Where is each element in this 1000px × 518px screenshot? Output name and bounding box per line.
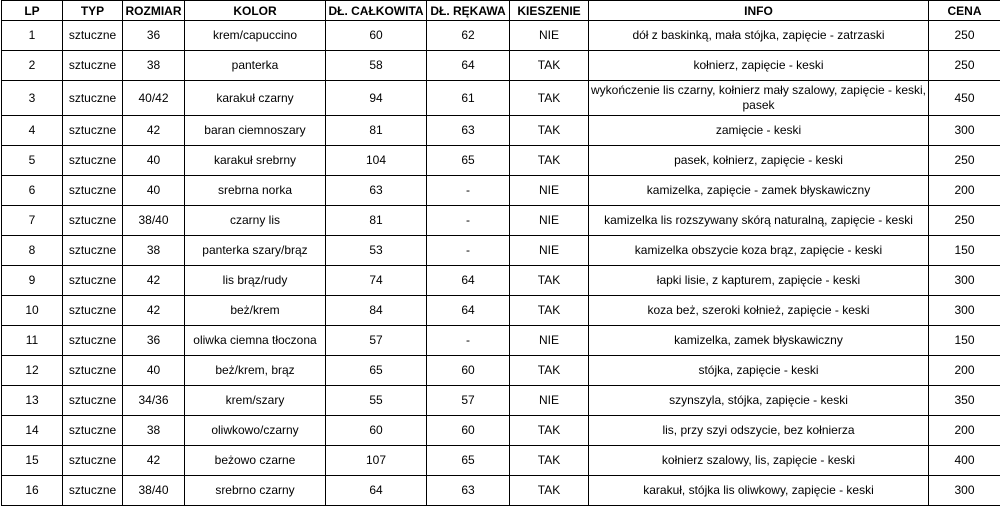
cell-cena: 300 [929, 116, 1000, 146]
cell-kieszenie: NIE [510, 386, 589, 416]
cell-kolor: karakuł czarny [185, 81, 326, 116]
cell-rozmiar: 38/40 [123, 476, 185, 506]
table-row [2, 296, 1000, 326]
cell-dl-calkowita: 55 [326, 386, 427, 416]
cell-cena: 250 [929, 21, 1000, 51]
cell-typ: sztuczne [63, 116, 123, 146]
cell-kolor: czarny lis [185, 206, 326, 236]
cell-dl-calkowita: 60 [326, 21, 427, 51]
cell-lp: 15 [2, 446, 63, 476]
cell-dl-rekawa: - [427, 236, 510, 266]
cell-typ: sztuczne [63, 206, 123, 236]
table-body [2, 21, 1000, 506]
cell-dl-calkowita: 63 [326, 176, 427, 206]
cell-lp: 7 [2, 206, 63, 236]
cell-kieszenie: TAK [510, 116, 589, 146]
cell-info: kołnierz, zapięcie - keski [589, 51, 929, 81]
cell-kolor: krem/capuccino [185, 21, 326, 51]
table-row [2, 266, 1000, 296]
cell-lp: 3 [2, 81, 63, 116]
cell-cena: 250 [929, 51, 1000, 81]
cell-lp: 2 [2, 51, 63, 81]
cell-info: koza beż, szeroki kołnież, zapięcie - keski [589, 296, 929, 326]
cell-kolor: oliwka ciemna tłoczona [185, 326, 326, 356]
cell-rozmiar: 38 [123, 51, 185, 81]
table-row [2, 146, 1000, 176]
cell-dl-rekawa: 63 [427, 116, 510, 146]
cell-lp: 12 [2, 356, 63, 386]
cell-rozmiar: 36 [123, 326, 185, 356]
cell-kieszenie: TAK [510, 356, 589, 386]
cell-lp: 16 [2, 476, 63, 506]
table-row [2, 476, 1000, 506]
cell-info: zamięcie - keski [589, 116, 929, 146]
cell-dl-rekawa: 62 [427, 21, 510, 51]
table-row [2, 326, 1000, 356]
table-row [2, 236, 1000, 266]
cell-rozmiar: 38 [123, 416, 185, 446]
cell-dl-calkowita: 53 [326, 236, 427, 266]
cell-cena: 150 [929, 236, 1000, 266]
header-lp: LP [2, 1, 63, 21]
cell-rozmiar: 42 [123, 266, 185, 296]
cell-kieszenie: TAK [510, 416, 589, 446]
cell-kolor: panterka szary/brąz [185, 236, 326, 266]
cell-rozmiar: 42 [123, 296, 185, 326]
cell-kolor: beżowo czarne [185, 446, 326, 476]
cell-dl-calkowita: 94 [326, 81, 427, 116]
cell-kieszenie: TAK [510, 51, 589, 81]
cell-typ: sztuczne [63, 81, 123, 116]
cell-lp: 6 [2, 176, 63, 206]
cell-info: kamizelka, zapięcie - zamek błyskawiczny [589, 176, 929, 206]
cell-rozmiar: 40 [123, 356, 185, 386]
cell-rozmiar: 40 [123, 176, 185, 206]
header-typ: TYP [63, 1, 123, 21]
cell-rozmiar: 36 [123, 21, 185, 51]
cell-info: łapki lisie, z kapturem, zapięcie - keski [589, 266, 929, 296]
header-dl-rekawa: DŁ. RĘKAWA [427, 1, 510, 21]
cell-lp: 8 [2, 236, 63, 266]
cell-kolor: baran ciemnoszary [185, 116, 326, 146]
cell-typ: sztuczne [63, 51, 123, 81]
cell-typ: sztuczne [63, 326, 123, 356]
cell-dl-rekawa: 65 [427, 446, 510, 476]
cell-kolor: oliwkowo/czarny [185, 416, 326, 446]
product-table [1, 0, 1000, 506]
table-row [2, 446, 1000, 476]
cell-kieszenie: NIE [510, 236, 589, 266]
cell-cena: 200 [929, 356, 1000, 386]
table-row [2, 81, 1000, 116]
cell-kolor: beż/krem, brąz [185, 356, 326, 386]
cell-lp: 14 [2, 416, 63, 446]
cell-rozmiar: 34/36 [123, 386, 185, 416]
cell-dl-calkowita: 64 [326, 476, 427, 506]
cell-typ: sztuczne [63, 266, 123, 296]
cell-info: lis, przy szyi odszycie, bez kołnierza [589, 416, 929, 446]
cell-cena: 150 [929, 326, 1000, 356]
cell-dl-rekawa: 57 [427, 386, 510, 416]
cell-rozmiar: 40/42 [123, 81, 185, 116]
cell-lp: 9 [2, 266, 63, 296]
cell-typ: sztuczne [63, 476, 123, 506]
cell-kolor: srebrno czarny [185, 476, 326, 506]
header-dl-calkowita: DŁ. CAŁKOWITA [326, 1, 427, 21]
cell-rozmiar: 38 [123, 236, 185, 266]
cell-info: wykończenie lis czarny, kołnierz mały szalowy, zapięcie - keski, pasek [589, 81, 929, 116]
table-row [2, 416, 1000, 446]
cell-cena: 200 [929, 176, 1000, 206]
cell-dl-calkowita: 81 [326, 116, 427, 146]
cell-dl-rekawa: - [427, 326, 510, 356]
cell-kolor: beż/krem [185, 296, 326, 326]
cell-dl-calkowita: 104 [326, 146, 427, 176]
table-row [2, 176, 1000, 206]
cell-dl-calkowita: 74 [326, 266, 427, 296]
cell-dl-rekawa: 64 [427, 296, 510, 326]
cell-cena: 200 [929, 416, 1000, 446]
cell-typ: sztuczne [63, 236, 123, 266]
cell-info: kamizelka, zamek błyskawiczny [589, 326, 929, 356]
cell-cena: 300 [929, 266, 1000, 296]
cell-rozmiar: 42 [123, 446, 185, 476]
table-row [2, 51, 1000, 81]
cell-dl-rekawa: 63 [427, 476, 510, 506]
cell-info: stójka, zapięcie - keski [589, 356, 929, 386]
cell-cena: 400 [929, 446, 1000, 476]
table-row [2, 386, 1000, 416]
cell-rozmiar: 38/40 [123, 206, 185, 236]
cell-typ: sztuczne [63, 356, 123, 386]
cell-lp: 4 [2, 116, 63, 146]
cell-typ: sztuczne [63, 21, 123, 51]
cell-info: kołnierz szalowy, lis, zapięcie - keski [589, 446, 929, 476]
cell-dl-rekawa: 60 [427, 356, 510, 386]
cell-dl-calkowita: 81 [326, 206, 427, 236]
cell-kolor: srebrna norka [185, 176, 326, 206]
cell-lp: 13 [2, 386, 63, 416]
cell-dl-rekawa: 64 [427, 266, 510, 296]
cell-cena: 250 [929, 146, 1000, 176]
cell-cena: 300 [929, 476, 1000, 506]
table-row [2, 206, 1000, 236]
cell-info: pasek, kołnierz, zapięcie - keski [589, 146, 929, 176]
cell-info: szynszyla, stójka, zapięcie - keski [589, 386, 929, 416]
cell-dl-calkowita: 84 [326, 296, 427, 326]
cell-lp: 1 [2, 21, 63, 51]
header-rozmiar: ROZMIAR [123, 1, 185, 21]
cell-cena: 300 [929, 296, 1000, 326]
header-info: INFO [589, 1, 929, 21]
cell-cena: 450 [929, 81, 1000, 116]
table-row [2, 116, 1000, 146]
cell-kieszenie: NIE [510, 206, 589, 236]
cell-info: kamizelka lis rozszywany skórą naturalną, zapięcie - keski [589, 206, 929, 236]
cell-lp: 11 [2, 326, 63, 356]
cell-dl-rekawa: 65 [427, 146, 510, 176]
cell-kolor: karakuł srebrny [185, 146, 326, 176]
cell-cena: 350 [929, 386, 1000, 416]
cell-dl-calkowita: 107 [326, 446, 427, 476]
cell-rozmiar: 42 [123, 116, 185, 146]
cell-lp: 5 [2, 146, 63, 176]
cell-lp: 10 [2, 296, 63, 326]
cell-kieszenie: NIE [510, 326, 589, 356]
cell-dl-calkowita: 58 [326, 51, 427, 81]
cell-dl-rekawa: 60 [427, 416, 510, 446]
cell-kieszenie: NIE [510, 21, 589, 51]
cell-dl-calkowita: 60 [326, 416, 427, 446]
cell-kieszenie: TAK [510, 266, 589, 296]
table-row [2, 356, 1000, 386]
cell-kolor: panterka [185, 51, 326, 81]
cell-kieszenie: NIE [510, 176, 589, 206]
table-row [2, 21, 1000, 51]
cell-cena: 250 [929, 206, 1000, 236]
cell-typ: sztuczne [63, 296, 123, 326]
cell-dl-rekawa: - [427, 176, 510, 206]
cell-dl-rekawa: 64 [427, 51, 510, 81]
cell-info: kamizelka obszycie koza brąz, zapięcie - keski [589, 236, 929, 266]
cell-dl-rekawa: - [427, 206, 510, 236]
header-kieszenie: KIESZENIE [510, 1, 589, 21]
cell-info: dół z baskinką, mała stójka, zapięcie - zatrzaski [589, 21, 929, 51]
header-kolor: KOLOR [185, 1, 326, 21]
cell-typ: sztuczne [63, 386, 123, 416]
cell-kieszenie: TAK [510, 446, 589, 476]
cell-typ: sztuczne [63, 446, 123, 476]
cell-kieszenie: TAK [510, 146, 589, 176]
cell-rozmiar: 40 [123, 146, 185, 176]
cell-typ: sztuczne [63, 416, 123, 446]
cell-kolor: lis brąz/rudy [185, 266, 326, 296]
cell-kieszenie: TAK [510, 476, 589, 506]
cell-info: karakuł, stójka lis oliwkowy, zapięcie - keski [589, 476, 929, 506]
cell-kieszenie: TAK [510, 81, 589, 116]
cell-kieszenie: TAK [510, 296, 589, 326]
cell-dl-calkowita: 57 [326, 326, 427, 356]
header-row [2, 1, 1000, 21]
cell-kolor: krem/szary [185, 386, 326, 416]
header-cena: CENA [929, 1, 1000, 21]
cell-dl-rekawa: 61 [427, 81, 510, 116]
cell-dl-calkowita: 65 [326, 356, 427, 386]
cell-typ: sztuczne [63, 176, 123, 206]
cell-typ: sztuczne [63, 146, 123, 176]
